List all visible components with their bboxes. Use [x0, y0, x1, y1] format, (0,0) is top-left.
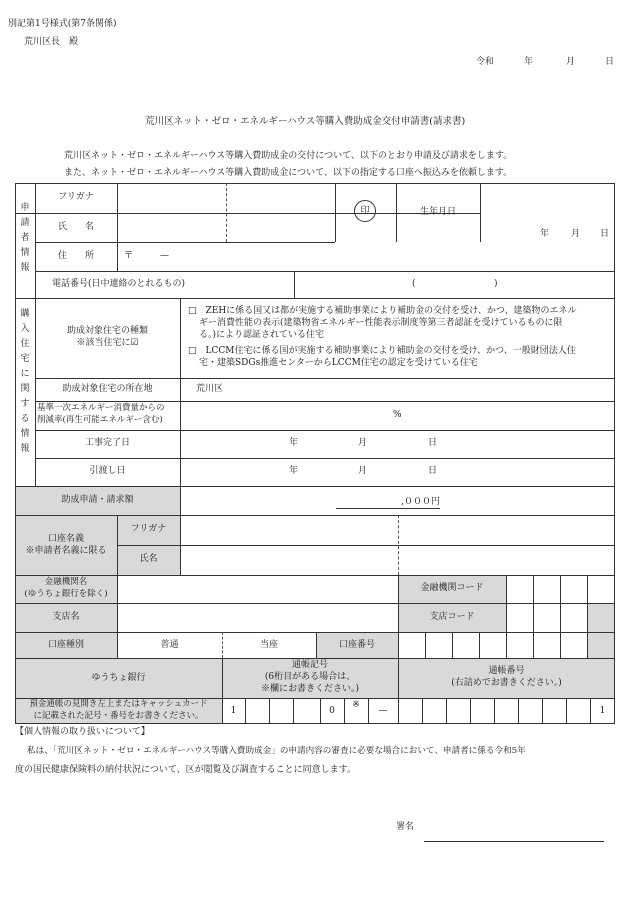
grant-label: 助成申請・請求額 [61, 495, 134, 505]
completion-month: 月 [358, 438, 368, 448]
option-zeh-line2: ギー消費性能の表示(建築物省エネルギー性能表示制度等第三者認証を受けているものに限 [199, 318, 563, 328]
yucho-digit-star: ※ [352, 700, 360, 710]
phone-label: 電話番号(日中連絡のとれるもの) [52, 279, 186, 289]
institution-code-label: 金融機関コード [420, 583, 484, 593]
furigana-label: フリガナ [58, 192, 94, 202]
birthdate-label: 生年月日 [419, 207, 456, 217]
seal-label: 印 [360, 206, 370, 216]
yucho-symbol-note-2: ※欄にお書きください。) [260, 684, 359, 694]
institution-label: 金融機関名 [44, 577, 88, 587]
postal-mark: 〒 — [124, 251, 170, 261]
option-lccm-line2: 宅・建築SDGs推進センターからLCCM住宅の認定を受けている住宅 [199, 358, 478, 368]
institution-note: (ゆうちょ銀行を除く) [24, 589, 108, 599]
holder-name-label: 氏名 [139, 554, 158, 564]
phone-paren-close: ) [494, 279, 498, 289]
grant-amount-suffix: ,０００円 [401, 497, 440, 507]
yucho-label: ゆうちょ銀行 [91, 673, 146, 683]
handover-label: 引渡し日 [89, 466, 126, 476]
intro-line-2: また、ネット・ゼロ・エネルギーハウス等購入費助成金について、以下の指定する口座へ振込みを依頼します。 [64, 168, 513, 178]
applicant-section-label: 申請者情報 [20, 203, 30, 273]
birth-year-label: 年 [540, 229, 550, 239]
intro-line-1: 荒川区ネット・ゼロ・エネルギーハウス等購入費助成金の交付について、以下のとおり申請及び請求をします。 [64, 151, 513, 161]
yucho-digit-first: 1 [230, 706, 237, 716]
completion-day: 日 [428, 438, 438, 448]
privacy-heading: 【個人情報の取り扱いについて】 [15, 727, 150, 737]
birth-day-label: 日 [600, 229, 610, 239]
signature-label: 署名 [396, 822, 415, 832]
yucho-number-label: 通帳番号 [488, 666, 525, 676]
holder-label: 口座名義 [47, 534, 84, 544]
handover-year: 年 [289, 466, 299, 476]
addressee: 荒川区長 殿 [24, 37, 79, 47]
date-year-label: 年 [524, 57, 534, 67]
reduction-unit: % [393, 410, 402, 420]
yucho-number-note: (右詰めでお書きください。) [451, 678, 562, 688]
option-zeh-line3: る。)により認証されている住宅 [199, 330, 325, 340]
reduction-label-1: 基準一次エネルギー消費量からの [37, 403, 165, 413]
option-lccm-line1: □ LCCM住宅に係る国が実施する補助事業により補助金の交付を受け、かつ、一般財団法人住 [188, 346, 576, 356]
yucho-symbol-label: 通帳記号 [291, 660, 328, 670]
signature-line[interactable] [424, 841, 604, 842]
date-era: 令和 [476, 57, 495, 67]
account-type-current: 当座 [259, 640, 278, 650]
address-label: 住 所 [57, 251, 94, 261]
yucho-digit-zero: 0 [329, 706, 335, 716]
yucho-digit-dash: — [378, 706, 388, 716]
handover-day: 日 [428, 466, 438, 476]
yucho-digit-last: 1 [599, 706, 606, 716]
housing-type-label: 助成対象住宅の種類 [66, 326, 148, 336]
housing-section-label: 購入住宅に関する情報 [20, 309, 30, 454]
privacy-line-2: 度の国民健康保険料の納付状況について、区が閲覧及び調査することに同意します。 [15, 765, 356, 775]
holder-furigana-label: フリガナ [130, 524, 167, 534]
date-month-label: 月 [566, 57, 576, 67]
option-zeh-line1: □ ZEHに係る国又は都が実施する補助事業により補助金の交付を受け、かつ、建築物のエネル [188, 306, 577, 316]
completion-label: 工事完了日 [84, 438, 130, 448]
name-label: 氏 名 [57, 222, 94, 232]
date-day-label: 日 [605, 57, 615, 67]
birth-month-label: 月 [571, 229, 581, 239]
form-number: 別記第1号様式(第7条関係) [8, 19, 117, 29]
holder-note: ※申請者名義に限る [25, 546, 107, 556]
branch-code-label: 支店コード [429, 612, 475, 622]
account-number-label: 口座番号 [338, 640, 375, 650]
location-value: 荒川区 [196, 384, 224, 394]
privacy-line-1: 私は、「荒川区ネット・ゼロ・エネルギーハウス等購入費助成金」の申請内容の審査に必要な場合において、申請者に係る令和5年 [27, 746, 526, 756]
grant-amount-underline [336, 508, 440, 509]
yucho-symbol-note-1: (6桁目がある場合は、 [264, 672, 356, 682]
completion-year: 年 [289, 438, 299, 448]
page-title: 荒川区ネット・ゼロ・エネルギーハウス等購入費助成金交付申請書(請求書) [145, 116, 466, 127]
phone-paren-open: ( [412, 279, 416, 289]
yucho-note-line2: に記載された記号・番号をお書きください。 [33, 711, 204, 721]
location-label: 助成対象住宅の所在地 [62, 384, 153, 394]
account-type-ordinary: 普通 [160, 640, 179, 650]
yucho-note-line1: 預金通帳の見開き左上またはキャッシュカード [29, 699, 208, 709]
housing-type-note: ※該当住宅に☑ [76, 338, 139, 348]
branch-label: 支店名 [52, 612, 80, 622]
account-type-label: 口座種別 [47, 640, 84, 650]
handover-month: 月 [358, 466, 368, 476]
reduction-label-2: 削減率(再生可能エネルギー含む) [37, 415, 163, 425]
